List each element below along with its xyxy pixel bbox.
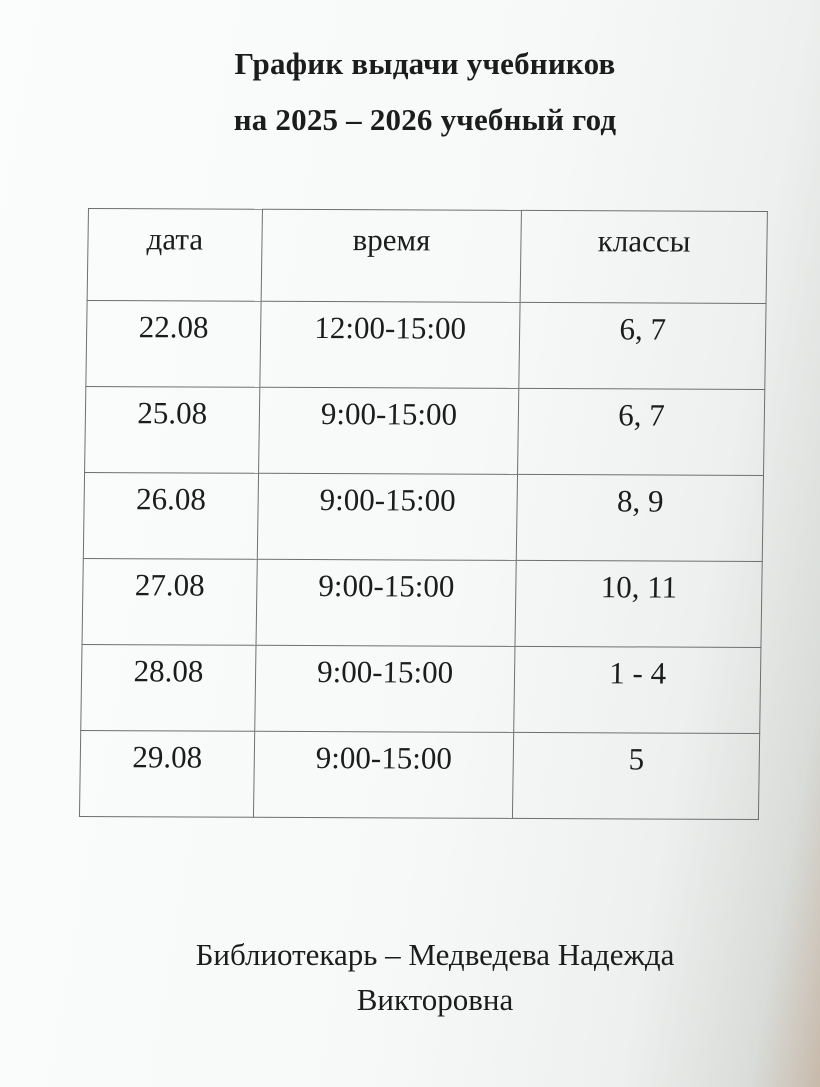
cell-classes: 5: [513, 732, 760, 819]
cell-classes: 6, 7: [519, 302, 766, 389]
schedule-table: [79, 208, 768, 820]
cell-classes: 8, 9: [517, 474, 764, 561]
table-row: [79, 731, 759, 820]
cell-date: 27.08: [82, 559, 257, 646]
document-title: График выдачи учебников: [234, 46, 616, 81]
table-row: [81, 645, 761, 734]
table-row: [82, 559, 762, 648]
cell-date: 22.08: [86, 301, 261, 388]
table-header-row: [87, 209, 767, 304]
cell-classes: 6, 7: [518, 388, 765, 475]
cell-time: 9:00-15:00: [256, 559, 517, 646]
cell-classes: 10, 11: [515, 560, 762, 647]
column-header-classes: классы: [520, 210, 767, 303]
table-row: [83, 473, 763, 562]
cell-time: 9:00-15:00: [253, 731, 514, 818]
cell-date: 26.08: [83, 473, 258, 560]
cell-time: 9:00-15:00: [257, 473, 518, 560]
cell-classes: 1 - 4: [514, 646, 761, 733]
cell-date: 28.08: [81, 645, 256, 732]
cell-time: 9:00-15:00: [254, 645, 515, 732]
librarian-signature: Библиотекарь – Медведева Надежда: [195, 937, 675, 972]
document-subtitle: на 2025 – 2026 учебный год: [233, 102, 617, 137]
cell-time: 12:00-15:00: [260, 301, 521, 388]
table-row: [86, 301, 766, 390]
cell-time: 9:00-15:00: [258, 387, 519, 474]
cell-date: 29.08: [79, 731, 254, 818]
cell-date: 25.08: [85, 387, 260, 474]
table-row: [85, 387, 765, 476]
column-header-date: дата: [87, 209, 262, 302]
column-header-time: время: [261, 209, 522, 302]
librarian-signature-continued: Викторовна: [356, 982, 514, 1017]
